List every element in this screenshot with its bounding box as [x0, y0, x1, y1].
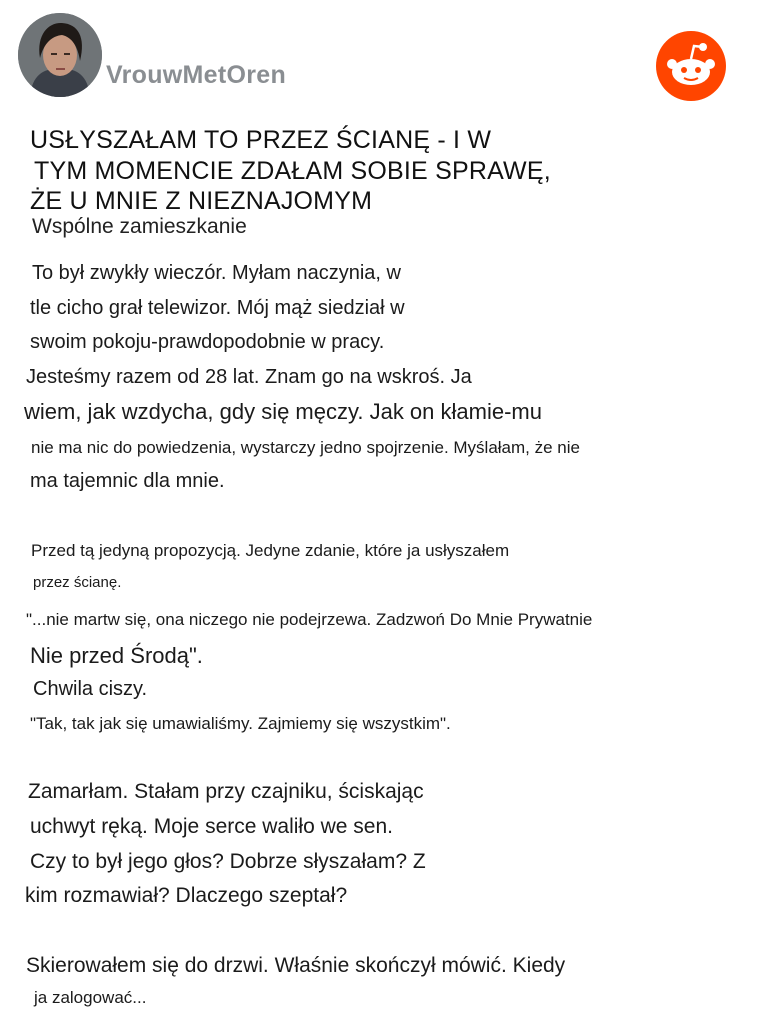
- body-line: tle cicho grał telewizor. Mój mąż siedział w: [30, 297, 405, 319]
- body-line: nie ma nic do powiedzenia, wystarczy jedno spojrzenie. Myślałam, że nie: [31, 438, 580, 457]
- body-line: "...nie martw się, ona niczego nie podejrzewa. Zadzwoń Do Mnie Prywatnie: [26, 610, 593, 629]
- body-line: przez ścianę.: [33, 574, 122, 591]
- body-line: swoim pokoju-prawdopodobnie w pracy.: [30, 331, 385, 353]
- body-line: ma tajemnic dla mnie.: [30, 470, 225, 492]
- post-title-line-3: ŻE U MNIE Z NIEZNAJOMYM: [30, 187, 373, 215]
- post-title-line-2: TYM MOMENCIE ZDAŁAM SOBIE SPRAWĘ,: [34, 157, 551, 185]
- username[interactable]: VrouwMetOren: [106, 61, 287, 89]
- body-line: Czy to był jego głos? Dobrze słyszałam? Z: [30, 850, 426, 873]
- avatar-image: [18, 13, 102, 97]
- body-line: Jesteśmy razem od 28 lat. Znam go na wskroś. Ja: [26, 366, 472, 388]
- avatar[interactable]: [18, 13, 102, 97]
- body-line: ja zalogować...: [34, 988, 147, 1007]
- bottom-edge: [0, 1012, 768, 1024]
- body-line: uchwyt ręką. Moje serce waliło we sen.: [30, 815, 393, 838]
- post-title-line-1: USŁYSZAŁAM TO PRZEZ ŚCIANĘ - I W: [30, 126, 492, 154]
- body-line: Chwila ciszy.: [33, 678, 148, 700]
- body-line: Przed tą jedyną propozycją. Jedyne zdanie, które ja usłyszałem: [31, 541, 510, 560]
- body-line: To był zwykły wieczór. Myłam naczynia, w: [32, 262, 401, 284]
- body-line: wiem, jak wzdycha, gdy się męczy. Jak on kłamie-mu: [24, 399, 542, 424]
- body-line: kim rozmawiał? Dlaczego szeptał?: [25, 884, 348, 907]
- body-line: Skierowałem się do drzwi. Właśnie skończył mówić. Kiedy: [26, 954, 566, 977]
- body-line: "Tak, tak jak się umawialiśmy. Zajmiemy się wszystkim".: [30, 714, 451, 733]
- reddit-logo-icon: [656, 31, 726, 101]
- body-line: Zamarłam. Stałam przy czajniku, ściskając: [28, 780, 424, 803]
- subreddit-label: Wspólne zamieszkanie: [32, 215, 247, 238]
- body-line: Nie przed Środą".: [30, 643, 203, 668]
